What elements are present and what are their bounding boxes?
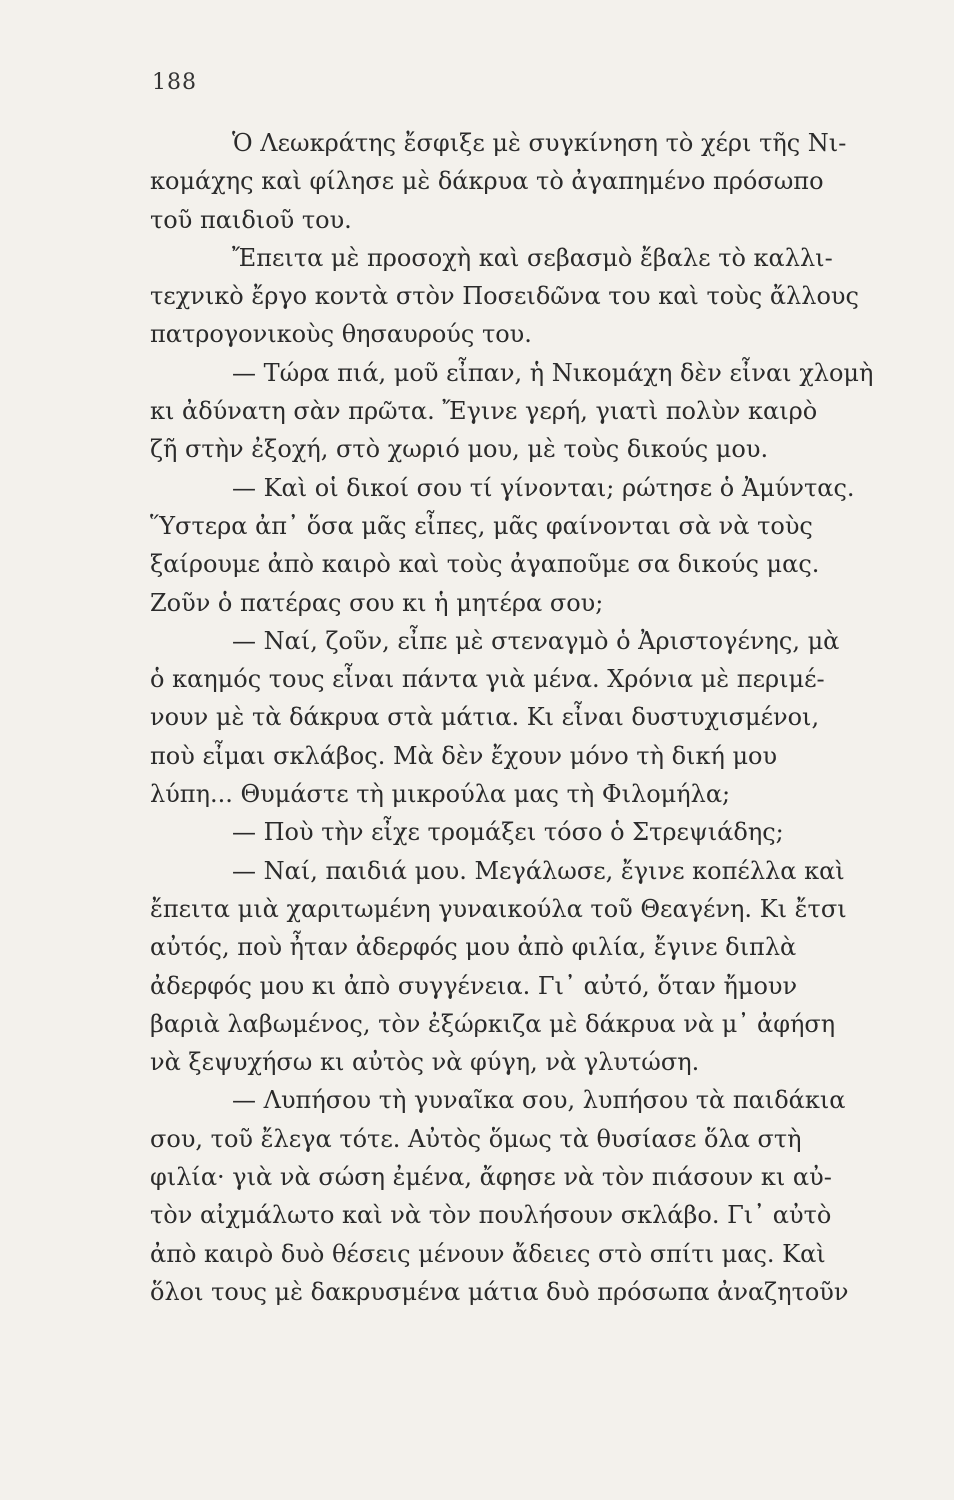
text-line: — Ποὺ τὴν εἶχε τρομάξει τόσο ὁ Στρεψιάδης; <box>232 818 784 847</box>
text-line: ζῆ στὴν ἐξοχή, στὸ χωριό μου, μὲ τοὺς δικούς μου. <box>150 435 769 464</box>
text-line: νουν μὲ τὰ δάκρυα στὰ μάτια. Κι εἶναι δυστυχισμένοι, <box>150 703 820 732</box>
text-line: τοῦ παιδιοῦ του. <box>150 205 352 234</box>
text-line: αὐτός, ποὺ ἦταν ἀδερφός μου ἀπὸ φιλία, ἔγινε διπλὰ <box>150 933 797 962</box>
text-line: ἔπειτα μιὰ χαριτωμένη γυναικούλα τοῦ Θεαγένη. Κι ἔτσι <box>150 894 847 923</box>
text-line: κομάχης καὶ φίλησε μὲ δάκρυα τὸ ἀγαπημένο πρόσωπο <box>150 167 824 196</box>
text-line: ὅλοι τους μὲ δακρυσμένα μάτια δυὸ πρόσωπα ἀναζητοῦν <box>150 1277 849 1306</box>
text-line: ξαίρουμε ἀπὸ καιρὸ καὶ τοὺς ἀγαποῦμε σα δικούς μας. <box>150 550 820 579</box>
text-line: Ἔπειτα μὲ προσοχὴ καὶ σεβασμὸ ἔβαλε τὸ καλλι- <box>232 243 833 272</box>
text-line: Ζοῦν ὁ πατέρας σου κι ἡ μητέρα σου; <box>150 588 604 617</box>
text-line: — Τώρα πιά, μοῦ εἶπαν, ἡ Νικομάχη δὲν εἶναι χλομὴ <box>232 358 874 387</box>
text-line: βαριὰ λαβωμένος, τὸν ἐξώρκιζα μὲ δάκρυα νὰ μ᾽ ἀφήση <box>150 1009 836 1038</box>
text-line: — Λυπήσου τὴ γυναῖκα σου, λυπήσου τὰ παιδάκια <box>232 1086 846 1115</box>
text-line: ποὺ εἶμαι σκλάβος. Μὰ δὲν ἔχουν μόνο τὴ δική μου <box>150 741 778 770</box>
text-line: νὰ ξεψυχήσω κι αὐτὸς νὰ φύγη, νὰ γλυτώση. <box>150 1048 700 1077</box>
text-line: — Καὶ οἱ δικοί σου τί γίνονται; ρώτησε ὁ Ἀμύντας. <box>232 473 855 502</box>
text-line: κι ἀδύνατη σὰν πρῶτα. Ἔγινε γερή, γιατὶ πολὺν καιρὸ <box>150 397 818 426</box>
body-text <box>150 124 880 1311</box>
text-line: — Ναί, παιδιά μου. Μεγάλωσε, ἔγινε κοπέλλα καὶ <box>232 856 845 885</box>
text-line: φιλία· γιὰ νὰ σώση ἐμένα, ἄφησε νὰ τὸν πιάσουν κι αὐ- <box>150 1163 832 1192</box>
text-line: τεχνικὸ ἔργο κοντὰ στὸν Ποσειδῶνα του καὶ τοὺς ἄλλους <box>150 282 859 311</box>
text-line: — Ναί, ζοῦν, εἶπε μὲ στεναγμὸ ὁ Ἀριστογένης, μὰ <box>232 626 840 655</box>
text-line: ἀδερφός μου κι ἀπὸ συγγένεια. Γι᾽ αὐτό, ὅταν ἤμουν <box>150 971 798 1000</box>
text-line: ἀπὸ καιρὸ δυὸ θέσεις μένουν ἄδειες στὸ σπίτι μας. Καὶ <box>150 1239 826 1268</box>
text-line: τὸν αἰχμάλωτο καὶ νὰ τὸν πουλήσουν σκλάβο. Γι᾽ αὐτὸ <box>150 1201 832 1230</box>
text-line: σου, τοῦ ἔλεγα τότε. Αὐτὸς ὅμως τὰ θυσίασε ὅλα στὴ <box>150 1124 802 1153</box>
page-number: 188 <box>152 70 197 95</box>
text-line: ὁ καημός τους εἶναι πάντα γιὰ μένα. Χρόνια μὲ περιμέ- <box>150 665 825 694</box>
text-line: λύπη... Θυμάστε τὴ μικρούλα μας τὴ Φιλομήλα; <box>150 780 731 809</box>
text-line: Ὁ Λεωκράτης ἔσφιξε μὲ συγκίνηση τὸ χέρι τῆς Νι- <box>232 129 847 157</box>
text-line: Ὕστερα ἀπ᾽ ὅσα μᾶς εἶπες, μᾶς φαίνονται σὰ νὰ τοὺς <box>150 511 813 540</box>
text-line: πατρογονικοὺς θησαυρούς του. <box>150 320 532 349</box>
